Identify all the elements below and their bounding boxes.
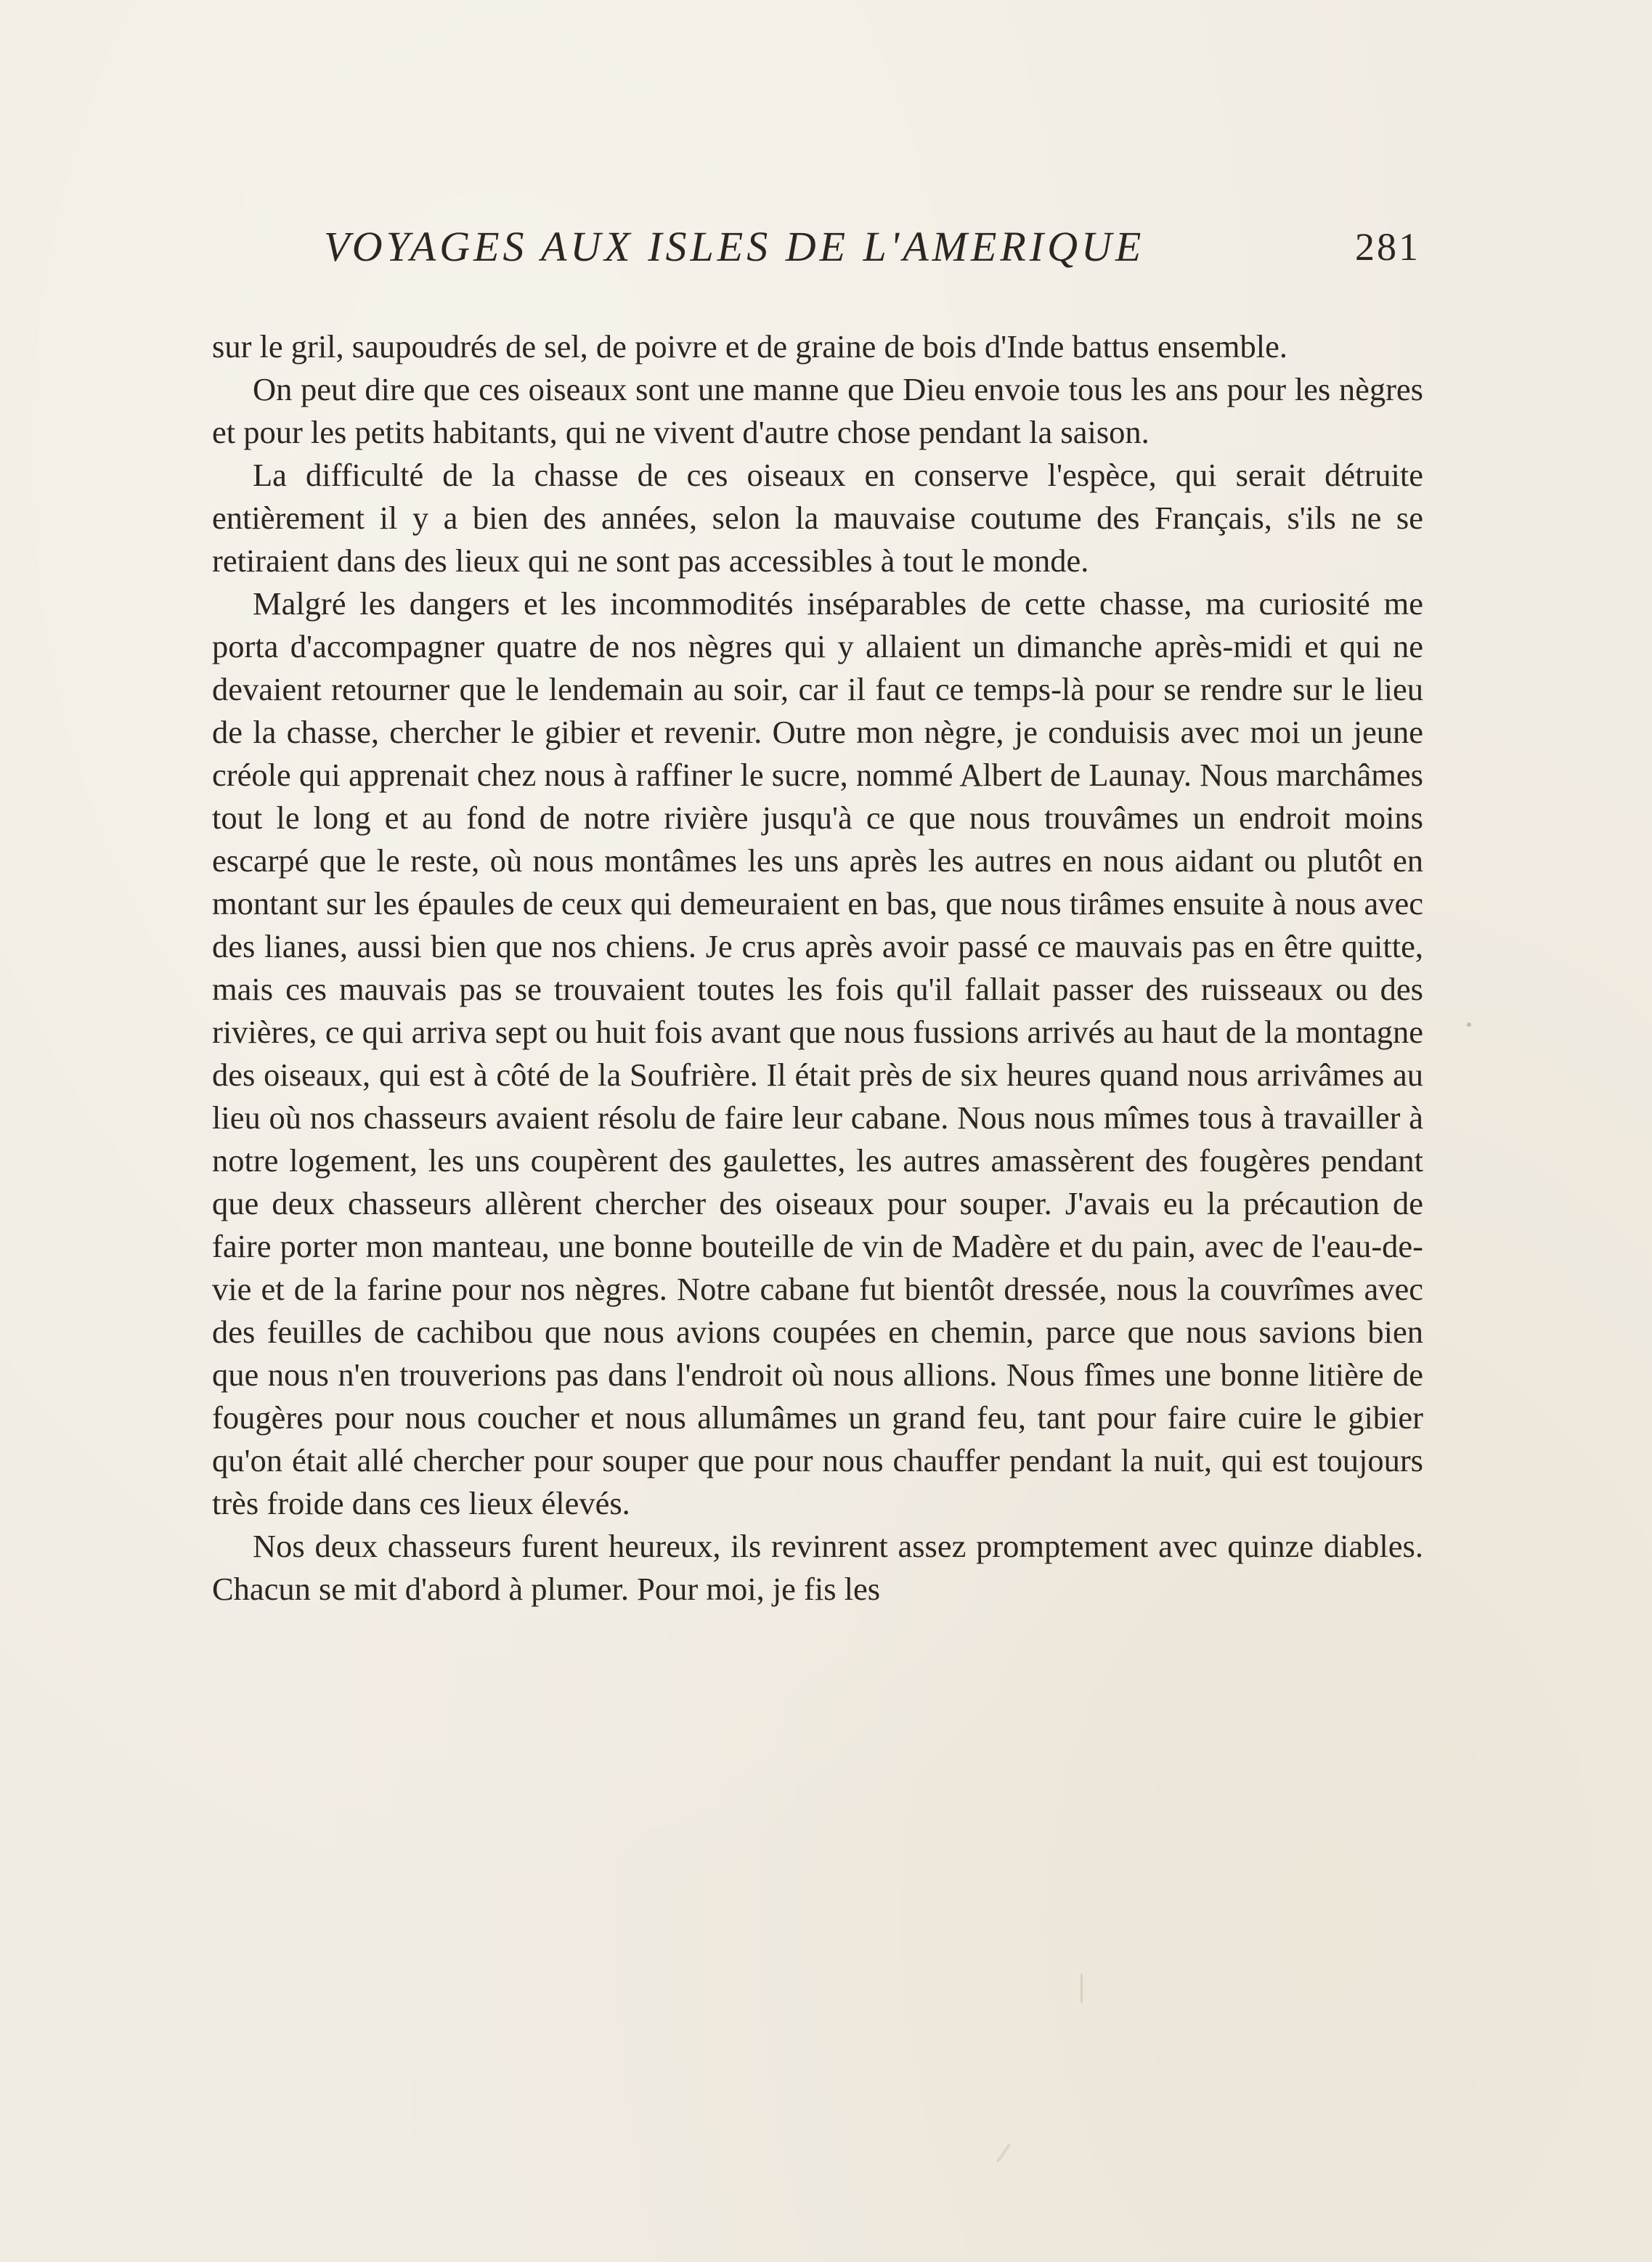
paragraph: La difficulté de la chasse de ces oiseaux en conserve l'espèce, qui serait détruite entièrement il y a bien des années, selon la mauvaise coutume des Français, s'ils ne se retiraient dans des lieux qui ne sont pas accessibles à tout le monde.: [212, 457, 1423, 579]
paper-fleck: [996, 2144, 1011, 2163]
paragraph-continued: sur le gril, saupoudrés de sel, de poivre et de graine de bois d'Inde battus ensemble.: [212, 328, 1288, 365]
running-head: [324, 218, 1420, 276]
paragraph: Nos deux chasseurs furent heureux, ils revinrent assez promptement avec quinze diables. Chacun se mit d'abord à plumer. Pour moi, je fis les: [212, 1528, 1423, 1607]
body-text: [212, 325, 1423, 1611]
page-number: 281: [1355, 225, 1420, 269]
paragraph: Malgré les dangers et les incommodités inséparables de cette chasse, ma curiosité me porta d'accompagner quatre de nos nègres qui y allaient un dimanche après-midi et qui ne devaient retourner que le lendemain au soir, car il faut ce temps-là pour se rendre sur le lieu de la chasse, chercher le gibier et revenir. Outre mon nègre, je conduisis avec moi un jeune créole qui apprenait chez nous à raffiner le sucre, nommé Albert de Launay. Nous marchâmes tout le long et au fond de notre rivière jusqu'à ce que nous trouvâmes un endroit moins escarpé que le reste, où nous montâmes les uns après les autres en nous aidant ou plutôt en montant sur les épaules de ceux qui demeuraient en bas, que nous tirâmes ensuite à nous avec des lianes, aussi bien que nos chiens. Je crus après avoir passé ce mauvais pas en être quitte, mais ces mauvais pas se trouvaient toutes les fois qu'il fallait passer des ruisseaux ou des rivières, ce qui arriva sept ou huit fois avant que nous fussions arrivés au haut de la montagne des oiseaux, qui est à côté de la Soufrière. Il était près de six heures quand nous arrivâmes au lieu où nos chasseurs avaient résolu de faire leur cabane. Nous nous mîmes tous à travailler à notre logement, les uns coupèrent des gaulettes, les autres amassèrent des fougères pendant que deux chasseurs allèrent chercher des oiseaux pour souper. J'avais eu la précaution de faire porter mon manteau, une bonne bouteille de vin de Madère et du pain, avec de l'eau-de-vie et de la farine pour nos nègres. Notre cabane fut bientôt dressée, nous la couvrîmes avec des feuilles de cachibou que nous avions coupées en chemin, parce que nous savions bien que nous n'en trouverions pas dans l'endroit où nous allions. Nous fîmes une bonne litière de fougères pour nous coucher et nous allumâmes un grand feu, tant pour faire cuire le gibier qu'on était allé chercher pour souper que pour nous chauffer pendant la nuit, qui est toujours très froide dans ces lieux élevés.: [212, 585, 1423, 1521]
paper-fleck: [1081, 1974, 1083, 2003]
paragraph: On peut dire que ces oiseaux sont une manne que Dieu envoie tous les ans pour les nègres et pour les petits habitants, qui ne vivent d'autre chose pendant la saison.: [212, 371, 1423, 450]
paper-fleck: [1467, 1022, 1471, 1027]
running-head-title: VOYAGES AUX ISLES DE L'AMERIQUE: [324, 223, 1145, 270]
